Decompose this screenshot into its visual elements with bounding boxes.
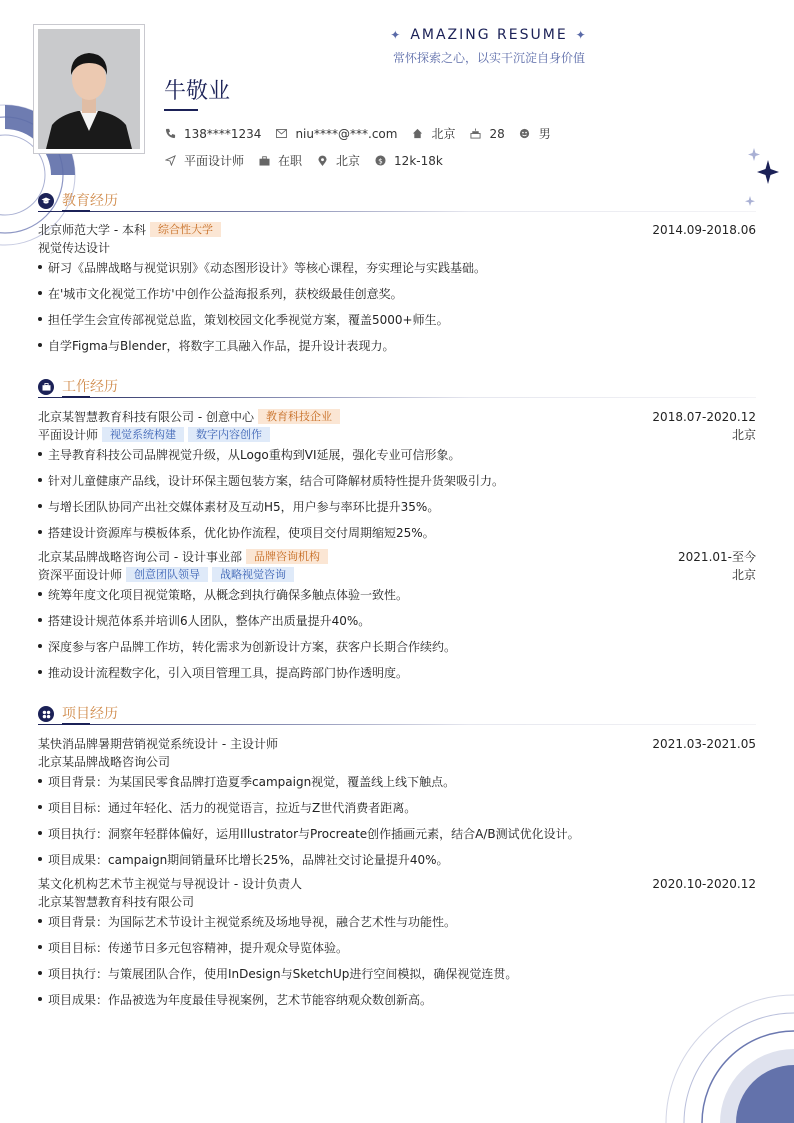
resume-banner <box>386 27 592 66</box>
briefcase-icon <box>258 155 270 167</box>
list-item: 研习《品牌战略与视觉识别》《动态图形设计》等核心课程，夯实理论与实践基础。 <box>38 259 756 285</box>
project-date: 2021.03-2021.05 <box>652 737 756 751</box>
phone-icon <box>164 128 176 140</box>
section-work-header <box>38 376 756 398</box>
list-item: 项目目标：传递节日多元包容精神，提升观众导览体验。 <box>38 939 756 965</box>
list-item: 担任学生会宣传部视觉总监，策划校园文化季视觉方案，覆盖5000+师生。 <box>38 311 756 337</box>
list-item: 与增长团队协同产出社交媒体素材及互动H5，用户参与率环比提升35%。 <box>38 498 756 524</box>
list-item: 推动设计流程数字化，引入项目管理工具，提高跨部门协作透明度。 <box>38 664 756 690</box>
work-entry <box>38 408 756 550</box>
major: 视觉传达设计 <box>38 241 111 255</box>
job-role: 资深平面设计师 <box>38 568 123 582</box>
briefcase-icon <box>38 379 54 395</box>
list-item: 项目执行：洞察年轻群体偏好，运用Illustrator与Procreate创作插画元素，结合A/B测试优化设计。 <box>38 825 756 851</box>
school-tag: 综合性大学 <box>150 222 221 237</box>
project-bullets <box>38 913 756 1017</box>
email-item <box>275 127 397 141</box>
company-tag: 品牌咨询机构 <box>246 549 328 564</box>
gender-item <box>519 125 551 142</box>
list-item: 搭建设计资源库与模板体系，优化协作流程，使项目交付周期缩短25%。 <box>38 524 756 550</box>
work-entry <box>38 548 756 690</box>
education-date: 2014.09-2018.06 <box>652 223 756 237</box>
section-accent-bar <box>62 723 90 725</box>
salary-item <box>374 154 443 168</box>
work-date: 2018.07-2020.12 <box>652 410 756 424</box>
job-role: 平面设计师 <box>38 428 99 442</box>
banner-subtitle: 常怀探索之心，以实干沉淀自身价值 <box>392 51 585 65</box>
list-item: 主导教育科技公司品牌视觉升级，从Logo重构到VI延展，强化专业可信形象。 <box>38 446 756 472</box>
target-city-item <box>316 152 360 169</box>
gender: 男 <box>538 127 551 141</box>
job-intent-row <box>164 152 457 169</box>
role-tag: 战略视觉咨询 <box>212 567 294 582</box>
education-bullets <box>38 259 756 363</box>
grid-apps-icon <box>38 706 54 722</box>
role-tag: 视觉系统构建 <box>102 427 184 442</box>
expected-salary: 12k-18k <box>394 153 443 168</box>
job-status-item <box>258 152 302 169</box>
star-icon: ✦ <box>390 28 403 42</box>
project-date: 2020.10-2020.12 <box>652 877 756 891</box>
section-divider <box>38 724 756 725</box>
mail-icon <box>275 128 287 140</box>
list-item: 自学Figma与Blender，将数字工具融入作品，提升设计表现力。 <box>38 337 756 363</box>
star-icon: ✦ <box>575 28 588 42</box>
salary-icon <box>374 155 386 167</box>
graduation-cap-icon <box>38 193 54 209</box>
project-org: 北京某品牌战略咨询公司 <box>38 755 171 769</box>
name-underline <box>164 109 198 111</box>
banner-title: AMAZING RESUME <box>410 27 568 43</box>
target-position: 平面设计师 <box>184 154 245 168</box>
work-date: 2021.01-至今 <box>678 550 756 564</box>
cake-icon <box>469 128 481 140</box>
section-accent-bar <box>62 396 90 398</box>
list-item: 项目目标：通过年轻化、活力的视觉语言，拉近与Z世代消费者距离。 <box>38 799 756 825</box>
project-entry <box>38 735 756 877</box>
section-projects-header <box>38 703 756 725</box>
project-name: 某快消品牌暑期营销视觉系统设计 - 主设计师 <box>38 737 278 751</box>
profile-photo <box>38 29 140 149</box>
section-divider <box>38 397 756 398</box>
list-item: 搭建设计规范体系并培训6人团队，整体产出质量提升40%。 <box>38 612 756 638</box>
target-city: 北京 <box>336 154 361 168</box>
role-tag: 创意团队领导 <box>126 567 208 582</box>
work-bullets <box>38 446 756 550</box>
home-icon <box>411 128 423 140</box>
role-tag: 数字内容创作 <box>188 427 270 442</box>
list-item: 针对儿童健康产品线，设计环保主题包装方案，结合可降解材质特性提升货架吸引力。 <box>38 472 756 498</box>
person-portrait-icon <box>38 29 140 149</box>
list-item: 统筹年度文化项目视觉策略，从概念到执行确保多触点体验一致性。 <box>38 586 756 612</box>
gender-icon <box>519 128 531 140</box>
company-name: 北京某智慧教育科技有限公司 - 创意中心 <box>38 410 254 424</box>
svg-text:$: $ <box>377 156 383 166</box>
company-tag: 教育科技企业 <box>258 409 340 424</box>
list-item: 项目背景：为国际艺术节设计主视觉系统及场地导视，融合艺术性与功能性。 <box>38 913 756 939</box>
age: 28 <box>489 126 505 141</box>
email-address: niu****@***.com <box>295 126 398 141</box>
section-accent-bar <box>62 210 90 212</box>
list-item: 项目成果：作品被选为年度最佳导视案例，艺术节能容纳观众数创新高。 <box>38 991 756 1017</box>
section-title: 工作经历 <box>62 379 118 395</box>
list-item: 项目执行：与策展团队合作，使用InDesign与SketchUp进行空间模拟，确保视觉连贯。 <box>38 965 756 991</box>
section-education-header <box>38 190 756 212</box>
project-name: 某文化机构艺术节主视觉与导视设计 - 设计负责人 <box>38 877 302 891</box>
profile-photo-frame <box>33 24 145 154</box>
company-name: 北京某品牌战略咨询公司 - 设计事业部 <box>38 550 242 564</box>
hometown: 北京 <box>431 127 456 141</box>
project-org: 北京某智慧教育科技有限公司 <box>38 895 195 909</box>
phone-number: 138****1234 <box>184 126 262 141</box>
job-status: 在职 <box>278 154 303 168</box>
list-item: 项目背景：为某国民零食品牌打造夏季campaign视觉，覆盖线上线下触点。 <box>38 773 756 799</box>
target-position-item <box>164 152 244 169</box>
contact-info-row <box>164 125 565 142</box>
project-entry <box>38 875 756 1017</box>
candidate-name: 牛敬业 <box>164 79 231 104</box>
list-item: 在'城市文化视觉工作坊'中创作公益海报系列，获校级最佳创意奖。 <box>38 285 756 311</box>
section-divider <box>38 211 756 212</box>
list-item: 项目成果：campaign期间销量环比增长25%，品牌社交讨论量提升40%。 <box>38 851 756 877</box>
section-title: 项目经历 <box>62 706 118 722</box>
list-item: 深度参与客户品牌工作坊，转化需求为创新设计方案，获客户长期合作续约。 <box>38 638 756 664</box>
phone-item <box>164 127 261 141</box>
work-city: 北京 <box>731 428 756 442</box>
education-entry <box>38 221 756 363</box>
age-item <box>469 127 504 141</box>
work-city: 北京 <box>731 568 756 582</box>
section-title: 教育经历 <box>62 193 118 209</box>
location-pin-icon <box>316 155 328 167</box>
send-icon <box>164 155 176 167</box>
project-bullets <box>38 773 756 877</box>
school-name: 北京师范大学 - 本科 <box>38 223 146 237</box>
work-bullets <box>38 586 756 690</box>
hometown-item <box>411 125 455 142</box>
